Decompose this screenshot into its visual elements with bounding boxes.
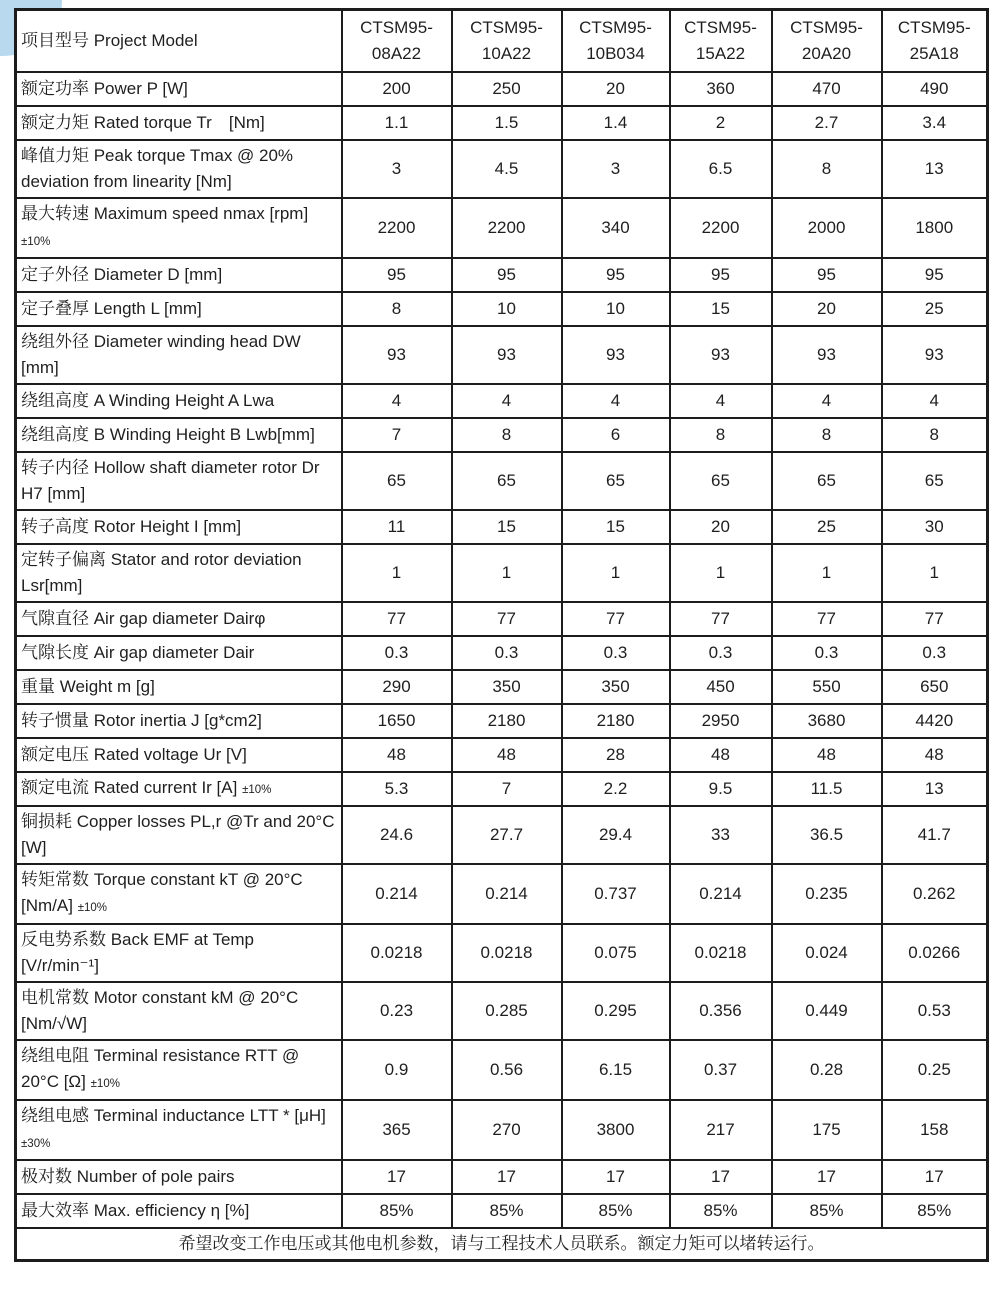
spec-value: 3680 — [772, 704, 882, 738]
row-label — [16, 292, 342, 326]
spec-value: 1.1 — [342, 106, 452, 140]
spec-value: 77 — [670, 602, 772, 636]
spec-value: 11.5 — [772, 772, 882, 806]
row-label-text: 绕组高度 A Winding Height A Lwa — [21, 391, 275, 410]
spec-row — [16, 1040, 988, 1100]
spec-value: 0.214 — [452, 864, 562, 924]
spec-value: 2950 — [670, 704, 772, 738]
spec-row — [16, 198, 988, 258]
spec-value: 2180 — [562, 704, 670, 738]
spec-row — [16, 1194, 988, 1228]
spec-value: 0.37 — [670, 1040, 772, 1100]
row-label — [16, 106, 342, 140]
model-name-line2: 15A22 — [695, 44, 746, 63]
row-label — [16, 1194, 342, 1228]
spec-value: 25 — [882, 292, 988, 326]
row-label — [16, 982, 342, 1040]
row-label — [16, 636, 342, 670]
spec-value: 48 — [452, 738, 562, 772]
spec-value: 95 — [562, 258, 670, 292]
spec-value: 650 — [882, 670, 988, 704]
spec-row — [16, 806, 988, 864]
spec-value: 77 — [342, 602, 452, 636]
spec-value: 0.235 — [772, 864, 882, 924]
spec-value: 65 — [772, 452, 882, 510]
row-label — [16, 1160, 342, 1194]
spec-value: 77 — [772, 602, 882, 636]
spec-value: 8 — [342, 292, 452, 326]
spec-value: 48 — [882, 738, 988, 772]
spec-value: 85% — [882, 1194, 988, 1228]
spec-row — [16, 106, 988, 140]
row-label-text: 峰值力矩 Peak torque Tmax @ 20% deviation from linearity [Nm] — [21, 146, 294, 191]
spec-value: 0.356 — [670, 982, 772, 1040]
spec-row — [16, 510, 988, 544]
row-label-text: 额定电流 Rated current Ir [A] — [21, 778, 238, 797]
motor-spec-table — [14, 8, 989, 1262]
spec-value: 365 — [342, 1100, 452, 1160]
spec-value: 8 — [670, 418, 772, 452]
spec-value: 93 — [882, 326, 988, 384]
model-name-line1: CTSM95- — [790, 18, 863, 37]
spec-value: 1 — [342, 544, 452, 602]
spec-value: 41.7 — [882, 806, 988, 864]
row-label — [16, 670, 342, 704]
spec-value: 85% — [452, 1194, 562, 1228]
spec-value: 0.3 — [772, 636, 882, 670]
spec-value: 1 — [562, 544, 670, 602]
spec-value: 6.5 — [670, 140, 772, 198]
spec-value: 200 — [342, 72, 452, 106]
spec-value: 77 — [882, 602, 988, 636]
spec-value: 30 — [882, 510, 988, 544]
spec-value: 2200 — [452, 198, 562, 258]
row-label — [16, 806, 342, 864]
spec-value: 93 — [562, 326, 670, 384]
spec-value: 0.262 — [882, 864, 988, 924]
spec-value: 1.5 — [452, 106, 562, 140]
model-name-line2: 10A22 — [481, 44, 532, 63]
spec-value: 4420 — [882, 704, 988, 738]
row-label-text: 转矩常数 Torque constant kT @ 20°C [Nm/A] — [21, 870, 303, 915]
model-column-header — [342, 10, 452, 73]
spec-row — [16, 326, 988, 384]
spec-value: 17 — [342, 1160, 452, 1194]
row-label-text: 绕组电阻 Terminal resistance RTT @ 20°C [Ω] — [21, 1046, 300, 1091]
spec-value: 17 — [562, 1160, 670, 1194]
row-label-text: 定子外径 Diameter D [mm] — [21, 265, 223, 284]
spec-value: 4 — [772, 384, 882, 418]
spec-value: 20 — [670, 510, 772, 544]
table-footer-note: 希望改变工作电压或其他电机参数，请与工程技术人员联系。额定力矩可以堵转运行。 — [16, 1228, 988, 1261]
row-label-text: 绕组外径 Diameter winding head DW [mm] — [21, 332, 301, 377]
spec-value: 17 — [882, 1160, 988, 1194]
spec-value: 0.3 — [452, 636, 562, 670]
row-label — [16, 140, 342, 198]
model-name-line2: 25A18 — [909, 44, 959, 63]
row-label-text: 气隙长度 Air gap diameter Dair — [21, 643, 255, 662]
model-column-header — [452, 10, 562, 73]
tolerance-note: ±10% — [90, 1078, 120, 1090]
row-label-text: 额定力矩 Rated torque Tr [Nm] — [21, 113, 265, 132]
model-name-line2: 20A20 — [801, 44, 852, 63]
spec-value: 8 — [772, 140, 882, 198]
row-label-text: 转子高度 Rotor Height I [mm] — [21, 517, 242, 536]
row-label — [16, 924, 342, 982]
spec-value: 270 — [452, 1100, 562, 1160]
spec-value: 6 — [562, 418, 670, 452]
model-column-header — [882, 10, 988, 73]
spec-value: 4.5 — [452, 140, 562, 198]
spec-row — [16, 72, 988, 106]
row-label — [16, 418, 342, 452]
spec-value: 350 — [562, 670, 670, 704]
spec-value: 490 — [882, 72, 988, 106]
row-label — [16, 452, 342, 510]
spec-value: 95 — [670, 258, 772, 292]
row-label-text: 额定电压 Rated voltage Ur [V] — [21, 745, 247, 764]
spec-value: 10 — [562, 292, 670, 326]
spec-value: 350 — [452, 670, 562, 704]
spec-value: 95 — [772, 258, 882, 292]
spec-value: 85% — [342, 1194, 452, 1228]
spec-row — [16, 670, 988, 704]
tolerance-note: ±30% — [21, 1138, 51, 1150]
spec-value: 0.3 — [882, 636, 988, 670]
spec-value: 158 — [882, 1100, 988, 1160]
spec-row — [16, 418, 988, 452]
spec-value: 11 — [342, 510, 452, 544]
row-label-text: 最大效率 Max. efficiency η [%] — [21, 1201, 250, 1220]
tolerance-note: ±10% — [242, 784, 272, 796]
row-label-text: 绕组电感 Terminal inductance LTT * [μH] — [21, 1106, 326, 1125]
spec-value: 1.4 — [562, 106, 670, 140]
model-name-line1: CTSM95- — [684, 18, 757, 37]
spec-value: 0.295 — [562, 982, 670, 1040]
spec-value: 0.23 — [342, 982, 452, 1040]
spec-value: 15 — [562, 510, 670, 544]
spec-value: 250 — [452, 72, 562, 106]
spec-row — [16, 704, 988, 738]
spec-value: 450 — [670, 670, 772, 704]
spec-value: 0.285 — [452, 982, 562, 1040]
spec-value: 3 — [342, 140, 452, 198]
spec-value: 0.449 — [772, 982, 882, 1040]
spec-value: 0.075 — [562, 924, 670, 982]
spec-value: 0.9 — [342, 1040, 452, 1100]
header-row — [16, 10, 988, 73]
row-label — [16, 738, 342, 772]
spec-value: 2.2 — [562, 772, 670, 806]
spec-value: 93 — [772, 326, 882, 384]
tolerance-note: ±10% — [21, 236, 51, 248]
spec-row — [16, 544, 988, 602]
spec-value: 8 — [882, 418, 988, 452]
spec-value: 65 — [342, 452, 452, 510]
row-label — [16, 772, 342, 806]
footer-row — [16, 1228, 988, 1261]
spec-value: 77 — [562, 602, 670, 636]
spec-value: 0.0218 — [342, 924, 452, 982]
row-label — [16, 544, 342, 602]
spec-row — [16, 1100, 988, 1160]
spec-value: 48 — [670, 738, 772, 772]
row-label-text: 重量 Weight m [g] — [21, 677, 155, 696]
row-label-text: 电机常数 Motor constant kM @ 20°C [Nm/√W] — [21, 988, 299, 1033]
spec-value: 0.53 — [882, 982, 988, 1040]
spec-value: 65 — [882, 452, 988, 510]
spec-value: 2180 — [452, 704, 562, 738]
spec-value: 0.3 — [562, 636, 670, 670]
spec-value: 65 — [670, 452, 772, 510]
spec-value: 3 — [562, 140, 670, 198]
row-label — [16, 602, 342, 636]
spec-value: 17 — [772, 1160, 882, 1194]
spec-value: 1800 — [882, 198, 988, 258]
spec-value: 217 — [670, 1100, 772, 1160]
spec-value: 48 — [342, 738, 452, 772]
spec-value: 65 — [562, 452, 670, 510]
spec-value: 0.0218 — [670, 924, 772, 982]
spec-value: 1 — [452, 544, 562, 602]
spec-value: 20 — [772, 292, 882, 326]
spec-value: 29.4 — [562, 806, 670, 864]
spec-value: 20 — [562, 72, 670, 106]
spec-value: 360 — [670, 72, 772, 106]
spec-value: 0.214 — [342, 864, 452, 924]
spec-value: 15 — [452, 510, 562, 544]
spec-value: 95 — [882, 258, 988, 292]
spec-value: 0.214 — [670, 864, 772, 924]
row-label-text: 反电势系数 Back EMF at Temp [V/r/min⁻¹] — [21, 930, 255, 975]
spec-value: 340 — [562, 198, 670, 258]
row-label — [16, 864, 342, 924]
spec-value: 470 — [772, 72, 882, 106]
spec-value: 4 — [882, 384, 988, 418]
spec-row — [16, 292, 988, 326]
spec-value: 2200 — [670, 198, 772, 258]
spec-row — [16, 258, 988, 292]
model-name-line1: CTSM95- — [360, 18, 433, 37]
spec-value: 2.7 — [772, 106, 882, 140]
spec-value: 4 — [670, 384, 772, 418]
row-label — [16, 704, 342, 738]
row-label-text: 定转子偏离 Stator and rotor deviation Lsr[mm] — [21, 550, 302, 595]
spec-value: 1 — [670, 544, 772, 602]
spec-value: 0.28 — [772, 1040, 882, 1100]
spec-value: 0.024 — [772, 924, 882, 982]
spec-value: 36.5 — [772, 806, 882, 864]
spec-value: 0.0218 — [452, 924, 562, 982]
spec-value: 15 — [670, 292, 772, 326]
spec-value: 4 — [452, 384, 562, 418]
row-label-text: 气隙直径 Air gap diameter Dairφ — [21, 609, 266, 628]
spec-value: 85% — [562, 1194, 670, 1228]
spec-value: 0.0266 — [882, 924, 988, 982]
spec-row — [16, 982, 988, 1040]
spec-value: 10 — [452, 292, 562, 326]
row-label — [16, 384, 342, 418]
spec-value: 4 — [342, 384, 452, 418]
row-label-text: 定子叠厚 Length L [mm] — [21, 299, 202, 318]
spec-value: 93 — [670, 326, 772, 384]
spec-row — [16, 140, 988, 198]
row-label — [16, 258, 342, 292]
model-name-line2: 08A22 — [371, 44, 422, 63]
spec-row — [16, 772, 988, 806]
spec-row — [16, 864, 988, 924]
spec-value: 3.4 — [882, 106, 988, 140]
spec-value: 65 — [452, 452, 562, 510]
row-label-text: 额定功率 Power P [W] — [21, 79, 188, 98]
spec-value: 85% — [772, 1194, 882, 1228]
row-label — [16, 326, 342, 384]
spec-row — [16, 924, 988, 982]
spec-value: 2000 — [772, 198, 882, 258]
spec-value: 2 — [670, 106, 772, 140]
model-column-header — [670, 10, 772, 73]
model-column-header — [562, 10, 670, 73]
spec-value: 13 — [882, 772, 988, 806]
model-name-line2: 10B034 — [586, 44, 645, 63]
spec-value: 27.7 — [452, 806, 562, 864]
model-name-line1: CTSM95- — [579, 18, 652, 37]
spec-value: 1 — [772, 544, 882, 602]
spec-value: 0.3 — [342, 636, 452, 670]
spec-value: 7 — [342, 418, 452, 452]
spec-value: 0.25 — [882, 1040, 988, 1100]
spec-row — [16, 1160, 988, 1194]
spec-row — [16, 452, 988, 510]
spec-value: 24.6 — [342, 806, 452, 864]
spec-value: 1 — [882, 544, 988, 602]
spec-value: 0.737 — [562, 864, 670, 924]
row-label-text: 最大转速 Maximum speed nmax [rpm] — [21, 204, 309, 223]
spec-value: 290 — [342, 670, 452, 704]
model-name-line1: CTSM95- — [470, 18, 543, 37]
spec-value: 8 — [772, 418, 882, 452]
spec-value: 0.3 — [670, 636, 772, 670]
spec-value: 95 — [452, 258, 562, 292]
spec-row — [16, 738, 988, 772]
spec-row — [16, 636, 988, 670]
spec-value: 6.15 — [562, 1040, 670, 1100]
spec-value: 77 — [452, 602, 562, 636]
spec-value: 17 — [670, 1160, 772, 1194]
spec-value: 8 — [452, 418, 562, 452]
spec-value: 95 — [342, 258, 452, 292]
spec-value: 93 — [342, 326, 452, 384]
spec-value: 33 — [670, 806, 772, 864]
spec-value: 0.56 — [452, 1040, 562, 1100]
spec-value: 2200 — [342, 198, 452, 258]
row-label-text: 转子内径 Hollow shaft diameter rotor Dr H7 [mm] — [21, 458, 320, 503]
spec-value: 13 — [882, 140, 988, 198]
spec-value: 28 — [562, 738, 670, 772]
row-label — [16, 1100, 342, 1160]
spec-value: 5.3 — [342, 772, 452, 806]
model-name-line1: CTSM95- — [897, 18, 971, 37]
spec-value: 93 — [452, 326, 562, 384]
row-label — [16, 72, 342, 106]
project-model-header: 项目型号 Project Model — [16, 10, 342, 73]
spec-row — [16, 384, 988, 418]
row-label-text: 极对数 Number of pole pairs — [21, 1167, 235, 1186]
spec-value: 175 — [772, 1100, 882, 1160]
spec-value: 3800 — [562, 1100, 670, 1160]
row-label — [16, 1040, 342, 1100]
spec-value: 48 — [772, 738, 882, 772]
spec-value: 85% — [670, 1194, 772, 1228]
row-label-text: 绕组高度 B Winding Height B Lwb[mm] — [21, 425, 315, 444]
spec-value: 7 — [452, 772, 562, 806]
model-column-header — [772, 10, 882, 73]
row-label — [16, 510, 342, 544]
spec-value: 25 — [772, 510, 882, 544]
tolerance-note: ±10% — [77, 902, 108, 914]
spec-value: 17 — [452, 1160, 562, 1194]
row-label — [16, 198, 342, 258]
row-label-text: 转子惯量 Rotor inertia J [g*cm2] — [21, 711, 262, 730]
spec-value: 550 — [772, 670, 882, 704]
spec-value: 4 — [562, 384, 670, 418]
row-label-text: 铜损耗 Copper losses PL,r @Tr and 20°C [W] — [21, 812, 335, 857]
spec-value: 1650 — [342, 704, 452, 738]
spec-value: 9.5 — [670, 772, 772, 806]
spec-row — [16, 602, 988, 636]
